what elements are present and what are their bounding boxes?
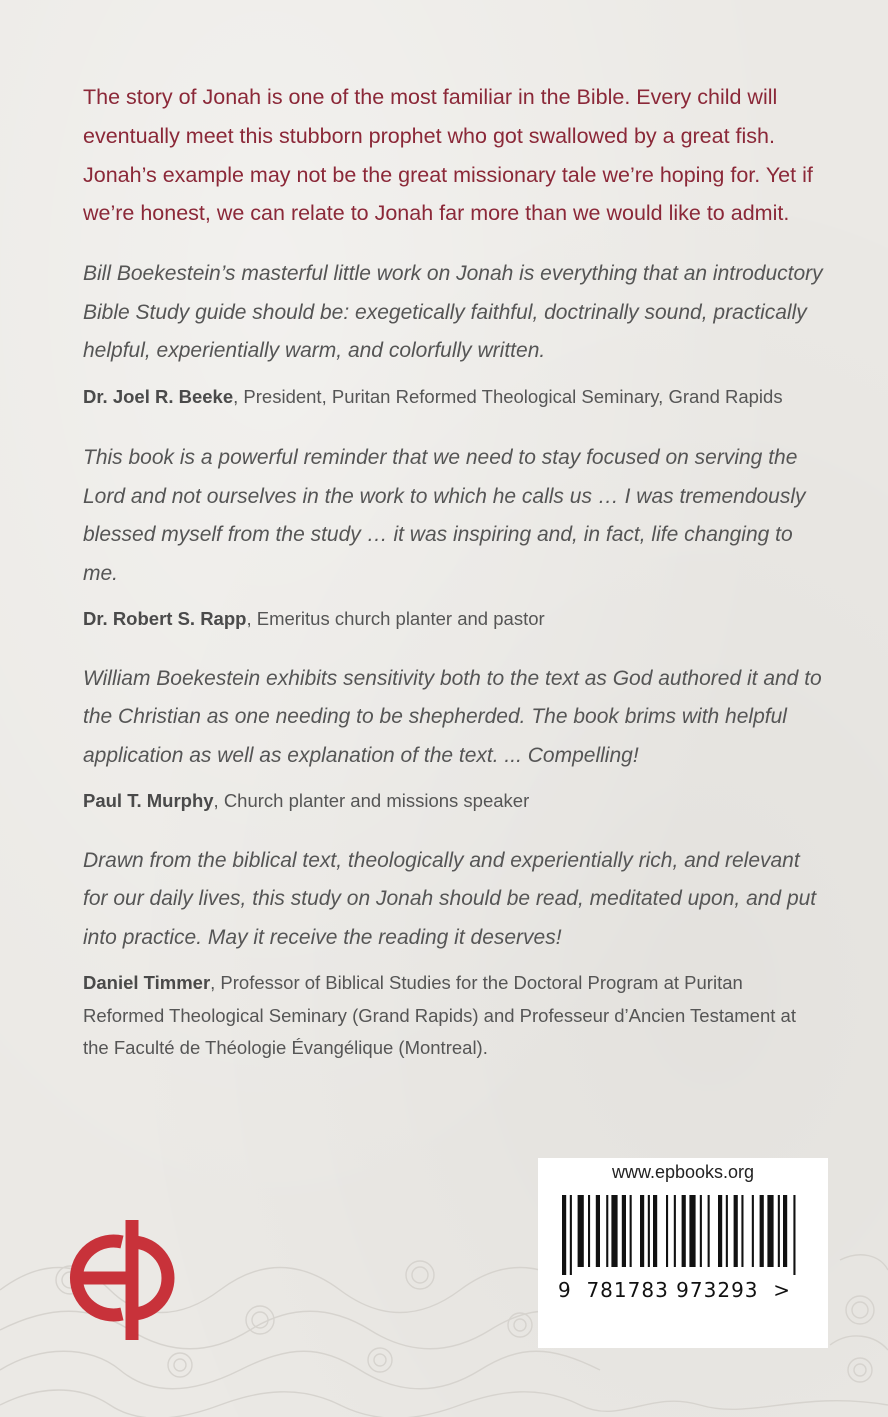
endorsement-attribution (83, 381, 823, 414)
barcode-bar (562, 1195, 566, 1275)
endorser-name: Daniel Timmer (83, 972, 211, 994)
barcode-bar (611, 1195, 617, 1267)
barcode-bar (596, 1195, 600, 1267)
isbn-arrow: > (773, 1278, 792, 1302)
ep-logo (60, 1212, 195, 1344)
barcode-bar (783, 1195, 787, 1267)
barcode-bar (653, 1195, 657, 1267)
barcode-bar (689, 1195, 695, 1267)
isbn-barcode (562, 1195, 802, 1275)
barcode-bar (741, 1195, 743, 1267)
barcode-bar (778, 1195, 780, 1267)
barcode-bar (760, 1195, 764, 1267)
barcode-panel (538, 1158, 828, 1348)
barcode-bar (718, 1195, 722, 1267)
endorsement-quote: Drawn from the biblical text, theologically and experientially rich, and relevant for our daily lives, this study on Jonah should be read, meditated upon, and put into practice. May it receive the reading it deserves! (83, 848, 817, 949)
endorser-title: , Emeritus church planter and pastor (246, 608, 545, 630)
endorser-name: Dr. Robert S. Rapp (83, 608, 247, 630)
barcode-bar (752, 1195, 754, 1267)
barcode-bar (700, 1195, 702, 1267)
endorser-title: , Church planter and missions speaker (213, 790, 530, 812)
barcode-bar (578, 1195, 584, 1267)
isbn-group-2: 973293 (676, 1278, 759, 1302)
barcode-bar (708, 1195, 710, 1267)
isbn-group-1: 781783 (586, 1278, 669, 1302)
isbn-lead-digit: 9 (558, 1278, 572, 1302)
intro-blurb: The story of Jonah is one of the most familiar in the Bible. Every child will eventually meet this stubborn prophet who got swallowed by a great fish. Jonah’s example may not be the great missionary tale we’re hoping for. Yet if we’re honest, we can relate to Jonah far more than we would like to admit. (83, 85, 813, 226)
endorsement-quote: William Boekestein exhibits sensitivity both to the text as God authored it and to the Christian as one needing to be shepherded. The book brims with helpful application as well as explanation of the text. ... Compelling! (83, 666, 822, 767)
barcode-bar (726, 1195, 728, 1267)
barcode-bar (630, 1195, 632, 1267)
endorsement-attribution (83, 967, 823, 1065)
endorsement-attribution (83, 603, 823, 636)
endorser-title: , President, Puritan Reformed Theological Seminary, Grand Rapids (233, 385, 783, 407)
endorser-title: , Professor of Biblical Studies for the Doctoral Program at Puritan Reformed Theological Seminary (Grand Rapids) and Professeur d’Ancien Testament at the Faculté de Théologie Évangélique (Montreal). (83, 972, 796, 1059)
barcode-bar (793, 1195, 795, 1275)
barcode-bar (640, 1195, 644, 1267)
publisher-website: www.epbooks.org (611, 1162, 755, 1182)
barcode-bar (606, 1195, 608, 1267)
barcode-bar (734, 1195, 738, 1267)
endorser-name: Paul T. Murphy (83, 790, 214, 812)
barcode-bar (588, 1195, 590, 1267)
barcode-bar (682, 1195, 686, 1267)
endorser-name: Dr. Joel R. Beeke (83, 385, 234, 407)
endorsement-quote: Bill Boekestein’s masterful little work on Jonah is everything that an introductory Bible Study guide should be: exegetically faithful, doctrinally sound, practically helpful, experientially warm, and colorfully written. (83, 262, 823, 363)
cover-text (83, 78, 823, 1065)
barcode-bar (648, 1195, 650, 1267)
isbn-number (558, 1278, 818, 1302)
endorsement-attribution (83, 785, 823, 818)
barcode-bar (767, 1195, 773, 1267)
barcode-bar (622, 1195, 626, 1267)
barcode-bar (666, 1195, 668, 1267)
barcode-bar (570, 1195, 572, 1275)
barcode-bar (674, 1195, 676, 1267)
endorsement-quote: This book is a powerful reminder that we need to stay focused on serving the Lord and not ourselves in the work to which he calls us … I was tremendously blessed myself from the study … it was inspiring and, in fact, life changing to me. (83, 446, 806, 585)
